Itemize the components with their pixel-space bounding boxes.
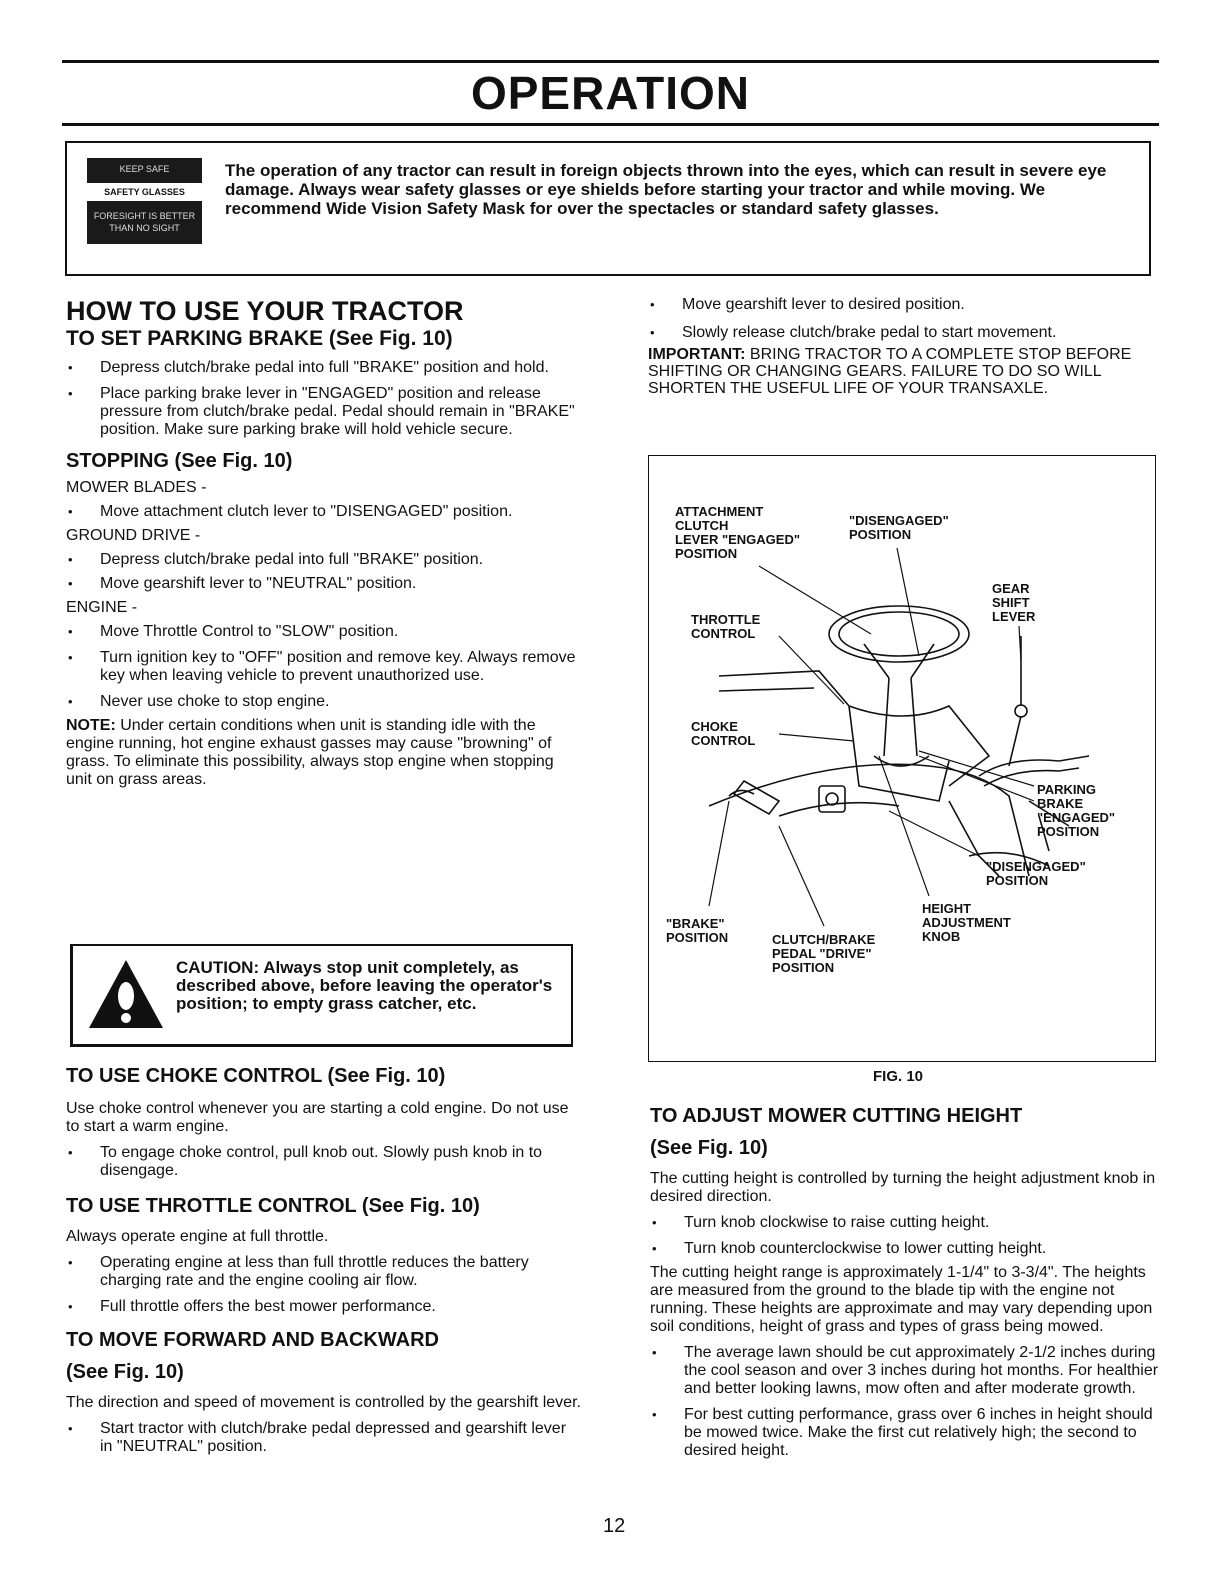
right-column-top <box>648 296 1156 397</box>
list-item: • Move gearshift lever to desired position. <box>648 296 1156 314</box>
cutting-text: The cutting height is controlled by turning the height adjustment knob in desired direction. <box>650 1170 1156 1205</box>
list-item: • Place parking brake lever in "ENGAGED" position and release pressure from clutch/brake pedal. Pedal should remain in "BRAKE" position. Make sure parking brake will hold vehicle secure. <box>66 385 576 439</box>
important-note <box>648 346 1156 397</box>
label-gear-shift: GEAR SHIFT LEVER <box>992 581 1036 624</box>
forward-title: TO MOVE FORWARD AND BACKWARD <box>66 1329 439 1351</box>
left-column <box>66 298 576 789</box>
label-disengaged-top: "DISENGAGED" POSITION <box>849 513 949 542</box>
figure-10 <box>648 455 1156 1062</box>
icon-text-bottom: FORESIGHT IS BETTER THAN NO SIGHT <box>93 211 196 233</box>
warning-triangle-icon <box>87 958 165 1030</box>
cutting-height-title: TO ADJUST MOWER CUTTING HEIGHT <box>650 1105 1023 1127</box>
important-text: BRING TRACTOR TO A COMPLETE STOP BEFORE SHIFTING OR CHANGING GEARS. FAILURE TO DO SO WILL SHORTEN THE USEFUL LIFE OF YOUR TRANSAXLE. <box>648 346 1132 397</box>
forward-text: The direction and speed of movement is controlled by the gearshift lever. <box>66 1394 581 1411</box>
choke-title: TO USE CHOKE CONTROL (See Fig. 10) <box>66 1065 446 1087</box>
caution-box <box>70 944 573 1047</box>
list-item: • Move attachment clutch lever to "DISENGAGED" position. <box>66 503 576 521</box>
label-height-knob: HEIGHT ADJUSTMENT KNOB <box>922 901 1011 944</box>
title-rule <box>62 123 1159 126</box>
safety-warning-box <box>65 141 1151 276</box>
throttle-title: TO USE THROTTLE CONTROL (See Fig. 10) <box>66 1195 480 1217</box>
stopping-title: STOPPING (See Fig. 10) <box>66 450 293 472</box>
choke-text: Use choke control whenever you are starting a cold engine. Do not use to start a warm engine. <box>66 1100 569 1135</box>
figure-caption: FIG. 10 <box>873 1068 924 1085</box>
section-heading: HOW TO USE YOUR TRACTOR <box>66 296 464 326</box>
label-brake-position: "BRAKE" POSITION <box>666 916 729 945</box>
list-item: • Turn ignition key to "OFF" position and remove key. Always remove key when leaving vehicle to prevent unauthorized use. <box>66 649 576 685</box>
left-column-lower <box>66 1064 581 1456</box>
list-item: • Operating engine at less than full throttle reduces the battery charging rate and the engine cooling air flow. <box>66 1254 581 1290</box>
caution-text: CAUTION: Always stop unit completely, as described above, before leaving the operator's position; to empty grass catcher, etc. <box>176 958 553 1013</box>
icon-text-band: SAFETY GLASSES <box>87 183 202 201</box>
label-throttle: THROTTLE CONTROL <box>691 612 761 641</box>
label-clutch-brake: CLUTCH/BRAKE PEDAL "DRIVE" POSITION <box>772 932 876 975</box>
list-item: • Slowly release clutch/brake pedal to start movement. <box>648 324 1156 342</box>
label-choke: CHOKE CONTROL <box>691 719 756 748</box>
list-item: • Never use choke to stop engine. <box>66 693 576 711</box>
list-item: • Depress clutch/brake pedal into full "BRAKE" position. <box>66 551 576 569</box>
cutting-height-title-see: (See Fig. 10) <box>650 1137 768 1159</box>
label-parking-brake: PARKING BRAKE "ENGAGED" POSITION <box>1037 782 1116 839</box>
note <box>66 717 576 789</box>
right-column-bottom <box>650 1104 1160 1460</box>
throttle-text: Always operate engine at full throttle. <box>66 1228 329 1245</box>
note-label: NOTE: <box>66 717 116 734</box>
mower-blades-label: MOWER BLADES - <box>66 479 207 496</box>
important-label: IMPORTANT: <box>648 346 746 363</box>
list-item: • For best cutting performance, grass over 6 inches in height should be mowed twice. Make the first cut relatively high; the second to desired height. <box>650 1406 1160 1460</box>
list-item: • Turn knob counterclockwise to lower cutting height. <box>650 1240 1160 1258</box>
safety-glasses-icon <box>87 158 202 244</box>
cutting-text-2: The cutting height range is approximately 1-1/4" to 3-3/4". The heights are measured from the ground to the blade tip with the engine not running. These heights are approximate and may vary depending upon soil conditions, height of grass and types of grass being mowed. <box>650 1264 1153 1335</box>
icon-text-top: KEEP SAFE <box>119 164 170 174</box>
list-item: • To engage choke control, pull knob out. Slowly push knob in to disengage. <box>66 1144 581 1180</box>
note-text: Under certain conditions when unit is standing idle with the engine running, hot engine exhaust gasses may cause "browning" of grass. To eliminate this possibility, always stop engine when stopping unit on grass areas. <box>66 717 554 788</box>
list-item: • Depress clutch/brake pedal into full "BRAKE" position and hold. <box>66 359 576 377</box>
label-attachment-clutch: ATTACHMENT CLUTCH LEVER "ENGAGED" POSITION <box>675 504 801 561</box>
label-disengaged-bottom: "DISENGAGED" POSITION <box>986 859 1086 888</box>
parking-brake-title: TO SET PARKING BRAKE (See Fig. 10) <box>66 327 453 350</box>
list-item: • Start tractor with clutch/brake pedal depressed and gearshift lever in "NEUTRAL" position. <box>66 1420 581 1456</box>
forward-title-see: (See Fig. 10) <box>66 1361 184 1383</box>
list-item: • Move Throttle Control to "SLOW" position. <box>66 623 576 641</box>
list-item: • Turn knob clockwise to raise cutting height. <box>650 1214 1160 1232</box>
top-rule <box>62 60 1159 63</box>
engine-label: ENGINE - <box>66 599 138 616</box>
list-item: • Full throttle offers the best mower performance. <box>66 1298 581 1316</box>
safety-warning-text: The operation of any tractor can result in foreign objects thrown into the eyes, which can result in severe eye damage. Always wear safety glasses or eye shields before starting your tractor and while moving. We recommend Wide Vision Safety Mask for over the spectacles or standard safety glasses. <box>225 161 1107 218</box>
page-number: 12 <box>603 1515 626 1537</box>
ground-drive-label: GROUND DRIVE - <box>66 527 201 544</box>
page-title: OPERATION <box>470 67 751 119</box>
list-item: • The average lawn should be cut approximately 2-1/2 inches during the cool season and over 3 inches during hot months. For healthier and better looking lawns, mow often and after moderate growth. <box>650 1344 1160 1398</box>
list-item: • Move gearshift lever to "NEUTRAL" position. <box>66 575 576 593</box>
parking-brake-list <box>66 359 576 439</box>
